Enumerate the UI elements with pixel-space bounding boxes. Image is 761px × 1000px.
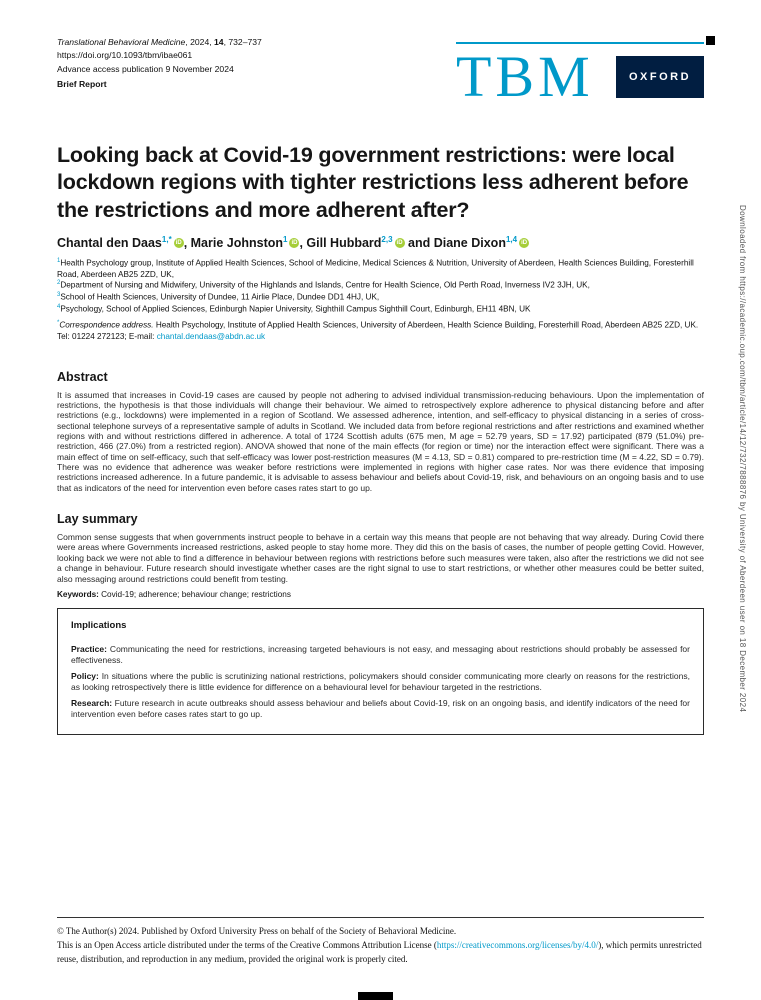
copyright-line: © The Author(s) 2024. Published by Oxford University Press on behalf of the Society of Behavioral Medicine. [57, 926, 457, 936]
doi-line: https://doi.org/10.1093/tbm/ibae061 [57, 50, 193, 61]
implications-box [57, 608, 704, 735]
orcid-icon[interactable]: iD [291, 240, 298, 247]
cc-license-link[interactable]: https://creativecommons.org/licenses/by/4.0/ [436, 939, 599, 950]
journal-logo [456, 42, 704, 109]
affiliation: $^4$Psychology, School of Applied Sciences, Edinburgh Napier University, Sighthill Campus Sighthill Court, Edinburgh, EH11 4BN, UK [57, 303, 531, 314]
keywords-label: Keywords: [57, 589, 99, 599]
oxford-press-logo: OXFORD [616, 56, 704, 98]
journal-meta [57, 36, 262, 91]
page-bottom-mark [358, 992, 393, 1000]
download-provenance-note: Downloaded from https://academic.oup.com/tbm/article/14/12/732/7888876 by University of Aberdeen user on 18 December 2024 [738, 205, 747, 713]
author: Diane Dixon$^{1,4}$ iD [433, 234, 528, 251]
article-title: Looking back at Covid-19 government restrictions: were local lockdown regions with tighter restrictions less adherent before the restrictions and more adherent after? [57, 143, 689, 222]
implication-practice: Practice: Communicating the need for restrictions, increasing targeted behaviours is not easy, and messaging about restrictions should probably be assessed for effectiveness. [71, 643, 690, 665]
lay-summary-text: Common sense suggests that when governments instruct people to behave in a certain way this means that people are not behaving that way already. During Covid there were areas where Governments increased restrictions, asked people to stay home more. They did this on the basis of cases, the number of people getting Covid. However, looking back we were not able to find a difference in behaviour between regions with restrictions before such measures were taken, also after the restrictions we did not see a change in behaviour. Future research should investigate whether cases are the right signal to use to start restrictions, or whether other measures could be better suited, also messaging around restrictions could benefit from testing. [57, 532, 704, 584]
correspondence-note: *Correspondence address. Health Psychology, Institute of Applied Health Sciences, University of Aberdeen, Health Science Building, Foresterhill Road, Aberdeen AB25 2ZD, UK. Tel: 01224 272123; E-mail: chantal.dendaas@abdn.ac.uk [57, 320, 699, 341]
lay-summary-heading: Lay summary [57, 512, 138, 527]
correspondence-email-link[interactable]: chantal.dendaas@abdn.ac.uk [156, 331, 266, 341]
license-footer [57, 917, 704, 967]
implication-policy: Policy: In situations where the public is scrutinizing national restrictions, policymakers should consider communicating more clearly on reasons for the restrictions, as looking retrospectively there is little evidence for difference on a behavioural level for behaviour targeted in the restrictions. [71, 671, 690, 693]
abstract-heading: Abstract [57, 369, 108, 384]
abstract-text: It is assumed that increases in Covid-19 cases are caused by people not adhering to advised individual transmission-reducing behaviours. Upon the implementation of restrictions, the hypothesis is that those individuals will change their behaviour. We aimed to retrospectively explore adherence to physical distancing before and after restrictions (e.g., lockdowns) were implemented in a region of Scotland. We assessed adherence, intention, and self-efficacy to physical distancing in a series of cross-sectional telephone surveys of a representative sample of adults in Scotland. We included data from before regional restrictions and after restrictions and examined whether regions with and without restrictions differed in adherence. A total of 1724 Scottish adults (675 men, M age = 52.79 years, SD = 17.92) participated (879 (51.0%) pre-restriction, 466 (27.0%) from a restricted region). ANOVA showed that none of the main effects (for region or time) nor the interaction effect were significant. There was a main effect of time on self-efficacy, such that self-efficacy was lower post-restriction measures (M = 4.13, SD = 0.81) compared to pre-restriction time (M = 4.22, SD = 0.79). There was no evidence that adherence was weaker before restrictions were implemented in regions with higher case rates. Nor was there evidence that imposing restrictions increased adherence. In a future pandemic, it is advisable to assess behaviour and beliefs about Covid-19, risk, and behaviours on an ongoing basis and to use that as indicators of the need for intervention even before cases rates start to go up. [57, 389, 704, 493]
orcid-icon[interactable]: iD [521, 240, 528, 247]
advance-access-line: Advance access publication 9 November 2024 [57, 63, 234, 74]
registration-mark [706, 36, 715, 45]
article-content [57, 36, 704, 735]
keywords-line: Keywords: Covid-19; adherence; behaviour change; restrictions [57, 589, 291, 599]
article-type: Brief Report [57, 78, 107, 89]
implications-heading: Implications [71, 619, 127, 631]
author: Chantal den Daas$^{1,*}$ iD , [57, 234, 191, 251]
affiliation: $^1$Health Psychology group, Institute of Applied Health Sciences, School of Medicine, Medical Sciences & Nutrition, University of Aberdeen, Health Sciences Building, Foresterhill Road, Aberdeen AB25 2ZD, UK, [57, 258, 694, 279]
affiliation: $^2$Department of Nursing and Midwifery, University of the Highlands and Islands, Centre for Health Science, Old Perth Road, Inverness IV2 3JH, UK, [57, 280, 590, 291]
author: Marie Johnston$^1$ iD , [190, 234, 307, 251]
affiliations [57, 258, 704, 315]
orcid-icon[interactable]: iD [175, 240, 182, 247]
implication-research: Research: Future research in acute outbreaks should assess behaviour and beliefs about Covid-19, risk on an ongoing basis, and identify indicators of the need for intervention even before cases rates start to go up. [71, 698, 690, 720]
tbm-logo: TBM [456, 44, 594, 109]
author-list [57, 235, 704, 250]
author: Gill Hubbard$^{2,3}$ iD and [306, 234, 434, 251]
orcid-icon[interactable]: iD [396, 240, 403, 247]
license-line: This is an Open Access article distributed under the terms of the Creative Commons Attribution License (https://creativecommons.org/licenses/by/4.0/), which permits unrestricted reuse, distribution, and reproduction in any medium, provided the original work is properly cited. [57, 939, 702, 964]
affiliation: $^3$School of Health Sciences, University of Dundee, 11 Airlie Place, Dundee DD1 4HJ, UK, [57, 292, 380, 302]
page-header [57, 36, 704, 109]
citation-line: Translational Behavioral Medicine, 2024, 14, 732–737 [57, 37, 262, 47]
